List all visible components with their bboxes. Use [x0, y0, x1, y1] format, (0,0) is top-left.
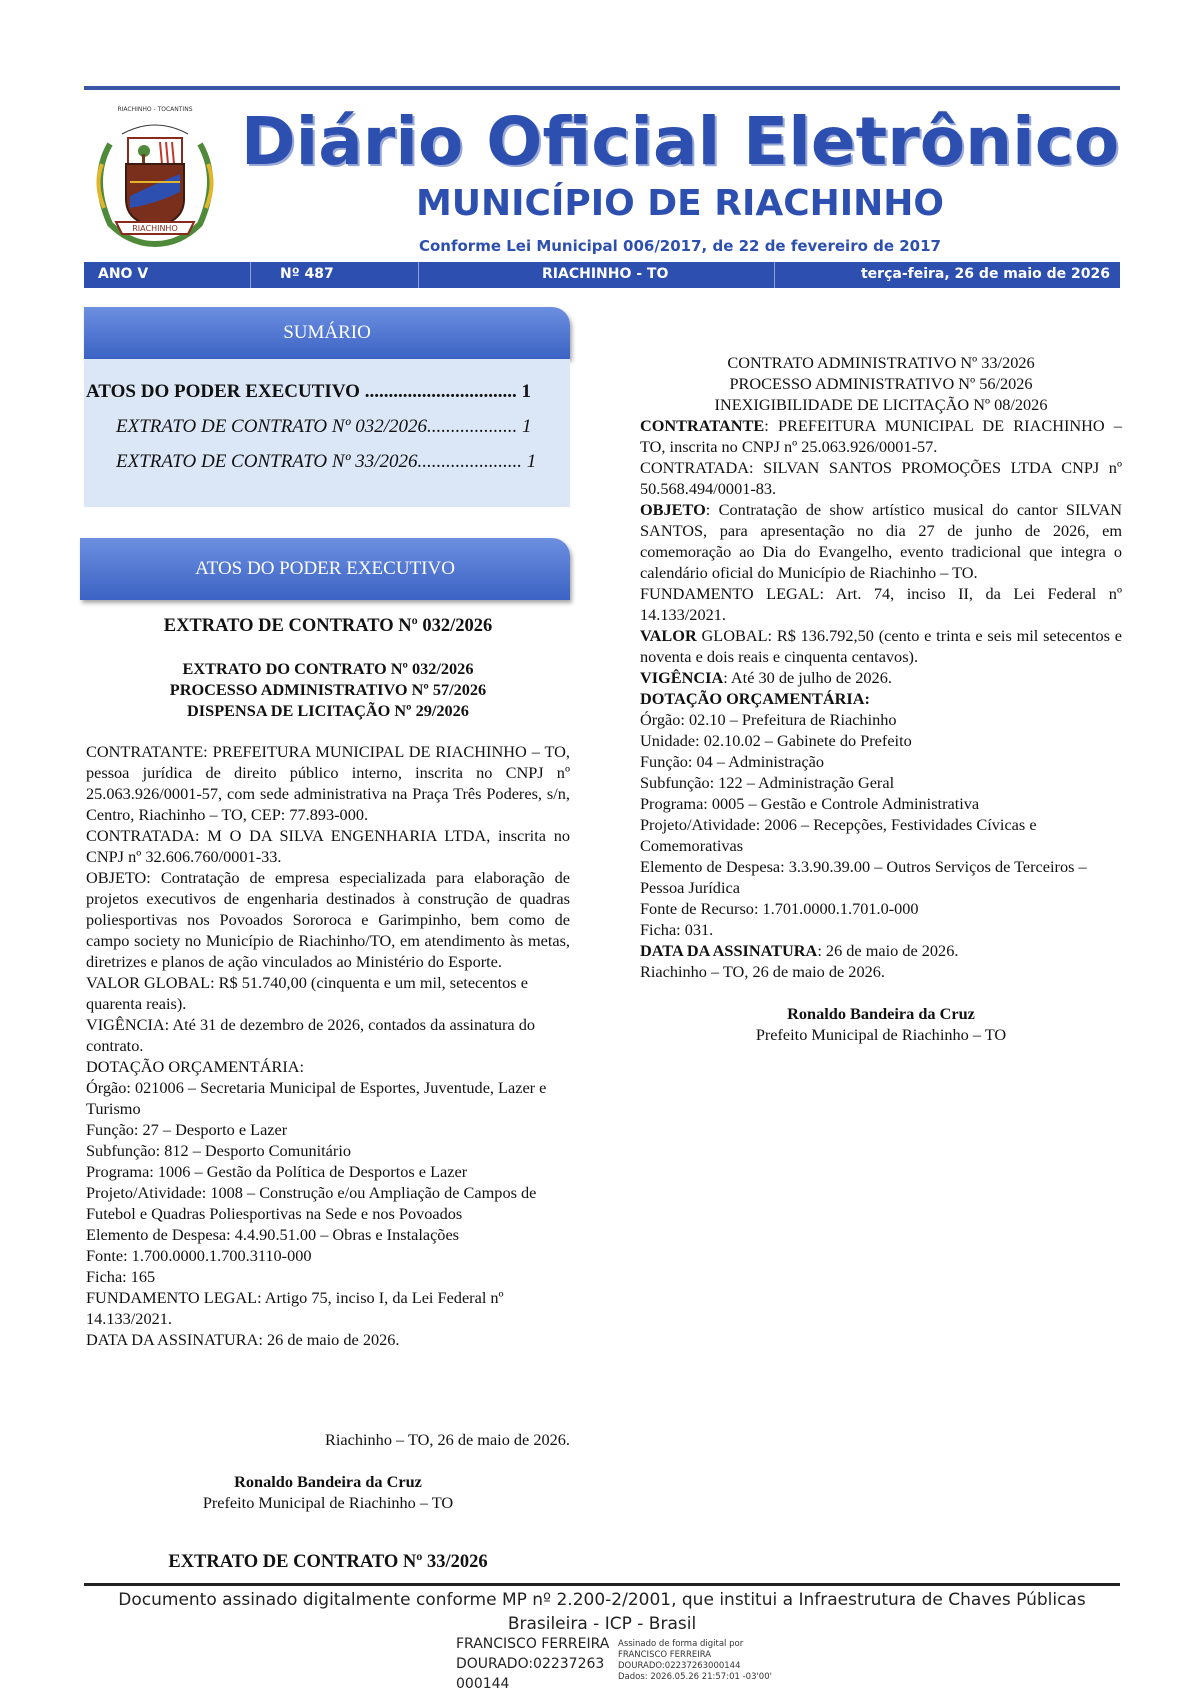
vigencia-paragraph: VIGÊNCIA: Até 30 de julho de 2026. — [640, 668, 892, 687]
ficha-line: Ficha: 031. — [640, 920, 714, 939]
contract-extract-subheads: EXTRATO DO CONTRATO Nº 032/2026 PROCESSO ADMINISTRATIVO Nº 57/2026 DISPENSA DE LICITAÇÃO Nº 29/2026 — [169, 659, 487, 720]
fonte-line: Fonte de Recurso: 1.701.0000.1.701.0-000 — [640, 899, 919, 918]
subfuncao-line: Subfunção: 812 – Desporto Comunitário — [86, 1141, 351, 1160]
edition-city: RIACHINHO - TO — [542, 266, 669, 282]
signer-role: Prefeito Municipal de Riachinho – TO — [755, 1025, 1007, 1044]
edition-year: ANO V — [98, 266, 149, 282]
contratante-paragraph: CONTRATANTE: PREFEITURA MUNICIPAL DE RIACHINHO – TO, inscrita no CNPJ nº 25.063.926/0001-57. — [640, 416, 1122, 456]
contract-33-headings: CONTRATO ADMINISTRATIVO Nº 33/2026 PROCESSO ADMINISTRATIVO Nº 56/2026 INEXIGIBILIDADE DE LICITAÇÃO Nº 08/2026 — [714, 353, 1048, 414]
summary-item[interactable]: EXTRATO DE CONTRATO Nº 33/2026...................... 1 — [116, 451, 537, 472]
contract-33-body — [640, 415, 1122, 982]
summary-item[interactable]: ATOS DO PODER EXECUTIVO ................................ 1 — [86, 381, 531, 402]
programa-line: Programa: 0005 – Gestão e Controle Administrativa — [640, 794, 980, 813]
edition-date: terça-feira, 26 de maio de 2026 — [860, 266, 1110, 282]
fonte-line: Fonte: 1.700.0000.1.700.3110-000 — [86, 1246, 312, 1265]
contract-032-body — [86, 741, 570, 1350]
fundamento-paragraph: FUNDAMENTO LEGAL: Art. 74, inciso II, da Lei Federal nº 14.133/2021. — [640, 584, 1122, 624]
legal-basis-line: Conforme Lei Municipal 006/2017, de 22 de fevereiro de 2017 — [418, 237, 941, 255]
unidade-line: Unidade: 02.10.02 – Gabinete do Prefeito — [640, 731, 912, 750]
vigencia-paragraph: VIGÊNCIA: Até 31 de dezembro de 2026, contados da assinatura do contrato. — [86, 1015, 535, 1055]
municipal-coat-of-arms-logo — [80, 104, 230, 254]
data-assinatura-line: DATA DA ASSINATURA: 26 de maio de 2026. — [640, 941, 959, 960]
objeto-paragraph: OBJETO: Contratação de empresa especializada para elaboração de projetos executivos de engenharia destinados à construção de quadras poliesportivas nos Povoados Sororoca e Garimpinho, bem como de campo society no Município de Riachinho/TO, em atendimento às metas, diretrizes e planos de ação vinculados ao Ministério do Esporte. — [86, 868, 570, 971]
contratada-paragraph: CONTRATADA: SILVAN SANTOS PROMOÇÕES LTDA CNPJ nº 50.568.494/0001-83. — [640, 458, 1122, 498]
elemento-line: Elemento de Despesa: 4.4.90.51.00 – Obras e Instalações — [86, 1225, 460, 1244]
contratante-paragraph: CONTRATANTE: PREFEITURA MUNICIPAL DE RIACHINHO – TO, pessoa jurídica de direito público interno, inscrita no CNPJ nº 25.063.926/0001-57, com sede administrativa na Praça Três Poderes, s/n, Centro, Riachinho – TO, CEP: 77.893-000. — [86, 742, 570, 824]
subfuncao-line: Subfunção: 122 – Administração Geral — [640, 773, 895, 792]
ficha-line: Ficha: 165 — [86, 1267, 156, 1286]
newspaper-title: Diário Oficial Eletrônico — [240, 103, 1120, 180]
funcao-line: Função: 04 – Administração — [640, 752, 825, 771]
section-header-executive: ATOS DO PODER EXECUTIVO — [80, 538, 570, 600]
data-assinatura-line: DATA DA ASSINATURA: 26 de maio de 2026. — [86, 1330, 400, 1349]
projeto-line: Projeto/Atividade: 1008 – Construção e/ou Ampliação de Campos de Futebol e Quadras Poliesportivas na Sede e nos Povoados — [86, 1183, 537, 1223]
contract-extract-title: EXTRATO DE CONTRATO Nº 032/2026 — [163, 616, 493, 636]
masthead-top-rule — [84, 86, 1120, 90]
logo-arc-text: RIACHINHO - TOCANTINS — [117, 106, 193, 113]
summary-box — [84, 359, 570, 507]
dotacao-label: DOTAÇÃO ORÇAMENTÁRIA: — [640, 689, 870, 708]
orgao-line: Órgão: 02.10 – Prefeitura de Riachinho — [640, 710, 897, 729]
summary-item[interactable]: EXTRATO DE CONTRATO Nº 032/2026................... 1 — [116, 416, 532, 437]
programa-line: Programa: 1006 – Gestão da Política de Desportos e Lazer — [86, 1162, 468, 1181]
valor-paragraph: VALOR GLOBAL: R$ 51.740,00 (cinquenta e um mil, setecentos e quarenta reais). — [86, 973, 528, 1013]
signer-name: Ronaldo Bandeira da Cruz — [787, 1004, 975, 1023]
digital-signature-notice: Documento assinado digitalmente conforme MP nº 2.200-2/2001, que institui a Infraestrutura de Chaves Públicas Brasileira - ICP - Brasil — [118, 1590, 1086, 1634]
place-date-line: Riachinho – TO, 26 de maio de 2026. — [640, 962, 885, 981]
footer-rule — [84, 1583, 1120, 1586]
orgao-line: Órgão: 021006 – Secretaria Municipal de Esportes, Juventude, Lazer e Turismo — [86, 1078, 547, 1118]
edition-info-bar — [84, 262, 1120, 288]
edition-number: Nº 487 — [280, 266, 334, 282]
elemento-line: Elemento de Despesa: 3.3.90.39.00 – Outros Serviços de Terceiros – Pessoa Jurídica — [640, 857, 1087, 897]
fundamento-paragraph: FUNDAMENTO LEGAL: Artigo 75, inciso I, da Lei Federal nº 14.133/2021. — [86, 1288, 504, 1328]
logo-banner-text: RIACHINHO — [132, 224, 178, 233]
dotacao-label: DOTAÇÃO ORÇAMENTÁRIA: — [86, 1057, 305, 1076]
summary-header: SUMÁRIO — [84, 307, 570, 359]
projeto-line: Projeto/Atividade: 2006 – Recepções, Festividades Cívicas e Comemorativas — [640, 815, 1037, 855]
signer-role: Prefeito Municipal de Riachinho – TO — [202, 1493, 454, 1512]
objeto-paragraph: OBJETO: Contratação de show artístico musical do cantor SILVAN SANTOS, para apresentação no dia 27 de junho de 2026, em comemoração ao Dia do Evangelho, evento tradicional que integra o calendário oficial do Município de Riachinho – TO. — [640, 500, 1122, 582]
digital-signature-details: Assinado de forma digital por FRANCISCO FERREIRA DOURADO:02237263000144 Dados: 2026.05.26 21:57:01 -03'00' — [618, 1639, 772, 1682]
municipality-name: MUNICÍPIO DE RIACHINHO — [415, 183, 945, 224]
next-contract-title: EXTRATO DE CONTRATO Nº 33/2026 — [168, 1552, 488, 1572]
contratada-paragraph: CONTRATADA: M O DA SILVA ENGENHARIA LTDA, inscrita no CNPJ nº 32.606.760/0001-33. — [86, 826, 570, 866]
signer-name: Ronaldo Bandeira da Cruz — [234, 1472, 422, 1491]
place-date-line: Riachinho – TO, 26 de maio de 2026. — [325, 1430, 570, 1449]
valor-paragraph: VALOR GLOBAL: R$ 136.792,50 (cento e trinta e seis mil setecentos e noventa e dois reais e cinquenta centavos). — [640, 626, 1122, 666]
funcao-line: Função: 27 – Desporto e Lazer — [86, 1120, 288, 1139]
digital-signer-block: FRANCISCO FERREIRA DOURADO:02237263 000144 — [456, 1636, 610, 1692]
